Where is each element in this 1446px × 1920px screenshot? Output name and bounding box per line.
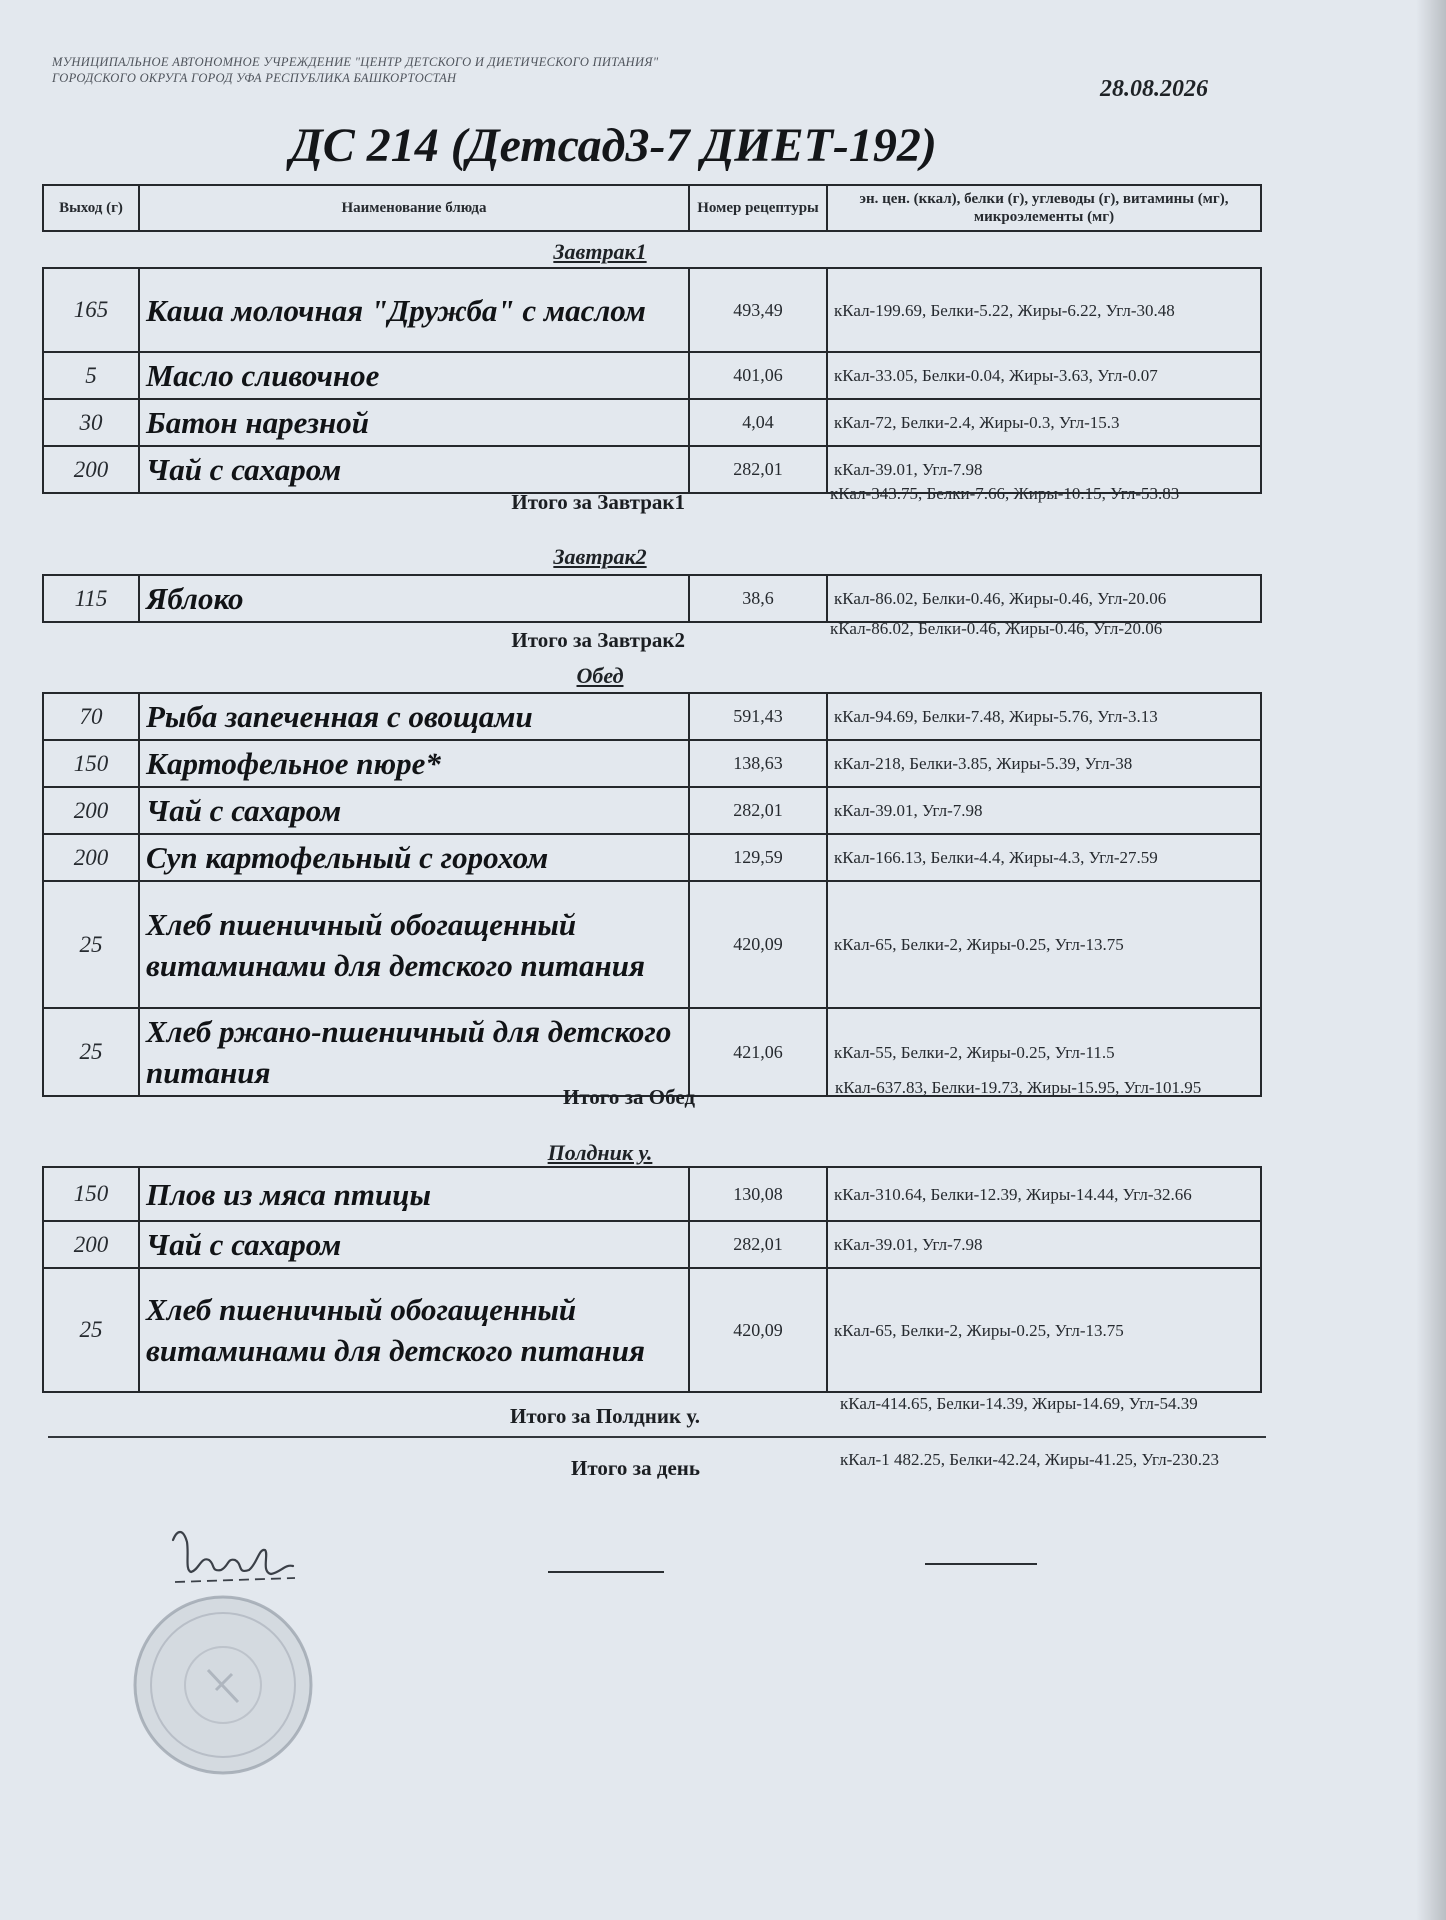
section-title-breakfast1: Завтрак1 [553,239,647,264]
table-row [43,1221,1261,1268]
table-row [43,1268,1261,1392]
table-row [43,740,1261,787]
dish-name-cell: Чай с сахаром [139,787,689,834]
signature-line-right [925,1563,1037,1565]
dish-name-cell: Каша молочная "Дружба" с маслом [139,268,689,352]
yield-cell: 115 [43,575,139,622]
dish-name-cell: Чай с сахаром [139,1221,689,1268]
recipe-number-cell: 421,06 [689,1008,827,1096]
organization-name: МУНИЦИПАЛЬНОЕ АВТОНОМНОЕ УЧРЕЖДЕНИЕ "ЦЕНТР ДЕТСКОГО И ДИЕТИЧЕСКОГО ПИТАНИЯ" ГОРОДСКОГО ОКРУГА ГОРОД УФА РЕСПУБЛИКА БАШКОРТОСТАН [52,55,659,85]
table-row [43,399,1261,446]
meal-table-lunch [42,692,1260,1097]
column-header-table [42,184,1248,232]
section-title-afternoon-snack: Полдник у. [547,1140,653,1165]
section-title-breakfast2: Завтрак2 [553,544,647,569]
recipe-number-cell: 130,08 [689,1167,827,1221]
dish-name-cell: Картофельное пюре* [139,740,689,787]
recipe-number-cell: 493,49 [689,268,827,352]
yield-cell: 30 [43,399,139,446]
nutrition-cell: кКал-65, Белки-2, Жиры-0.25, Угл-13.75 [827,881,1261,1008]
dish-name-cell: Рыба запеченная с овощами [139,693,689,740]
table-row [43,575,1261,622]
dish-name-cell: Плов из мяса птицы [139,1167,689,1221]
nutrition-cell: кКал-39.01, Угл-7.98 [827,1221,1261,1268]
total-label-afternoon-snack: Итого за Полдник у. [510,1404,700,1428]
dish-name-cell: Суп картофельный с горохом [139,834,689,881]
dish-name-cell: Яблоко [139,575,689,622]
yield-cell: 25 [43,1268,139,1392]
total-label-lunch: Итого за Обед [562,1085,695,1109]
recipe-number-cell: 282,01 [689,1221,827,1268]
recipe-number-cell: 38,6 [689,575,827,622]
column-header-row [43,185,1261,231]
recipe-number-cell: 401,06 [689,352,827,399]
yield-cell: 200 [43,787,139,834]
yield-cell: 200 [43,1221,139,1268]
dish-name-cell: Хлеб ржано-пшеничный для детского питания [139,1008,689,1096]
nutrition-cell: кКал-39.01, Угл-7.98 [827,787,1261,834]
nutrition-cell: кКал-39.01, Угл-7.98 [827,446,1261,493]
signature-line-left [548,1571,664,1573]
nutrition-cell: кКал-65, Белки-2, Жиры-0.25, Угл-13.75 [827,1268,1261,1392]
table-row [43,787,1261,834]
stamp [128,1590,318,1780]
signature [165,1520,305,1590]
nutrition-cell: кКал-166.13, Белки-4.4, Жиры-4.3, Угл-27.59 [827,834,1261,881]
table-row [43,352,1261,399]
dish-name-cell: Хлеб пшеничный обогащенный витаминами для детского питания [139,1268,689,1392]
meal-table-afternoon-snack [42,1166,1260,1393]
dish-name-cell: Чай с сахаром [139,446,689,493]
table-row [43,881,1261,1008]
recipe-number-cell: 591,43 [689,693,827,740]
meal-table-breakfast1 [42,267,1260,494]
yield-cell: 200 [43,446,139,493]
nutrition-cell: кКал-33.05, Белки-0.04, Жиры-3.63, Угл-0.07 [827,352,1261,399]
nutrition-cell: кКал-55, Белки-2, Жиры-0.25, Угл-11.5 [827,1008,1261,1096]
yield-cell: 150 [43,1167,139,1221]
table-row [43,268,1261,352]
total-label-breakfast1: Итого за Завтрак1 [511,490,685,514]
recipe-number-cell: 4,04 [689,399,827,446]
section-title-lunch: Обед [576,663,624,688]
recipe-number-cell: 420,09 [689,1268,827,1392]
recipe-number-cell: 129,59 [689,834,827,881]
total-value-breakfast2: кКал-86.02, Белки-0.46, Жиры-0.46, Угл-20.06 [830,619,1163,638]
recipe-number-cell: 282,01 [689,787,827,834]
dish-name-cell: Хлеб пшеничный обогащенный витаминами для детского питания [139,881,689,1008]
yield-cell: 165 [43,268,139,352]
column-header-dish: Наименование блюда [139,185,689,231]
total-value-lunch: кКал-637.83, Белки-19.73, Жиры-15.95, Угл-101.95 [835,1078,1202,1097]
dish-name-cell: Батон нарезной [139,399,689,446]
yield-cell: 150 [43,740,139,787]
yield-cell: 70 [43,693,139,740]
day-total-label: Итого за день [571,1456,700,1480]
page-title: ДС 214 (Детсад3-7 ДИЕТ-192) [290,119,937,172]
table-row [43,693,1261,740]
column-header-nutrition: эн. цен. (ккал), белки (г), углеводы (г), витамины (мг), микроэлементы (мг) [827,185,1261,231]
recipe-number-cell: 282,01 [689,446,827,493]
nutrition-cell: кКал-94.69, Белки-7.48, Жиры-5.76, Угл-3.13 [827,693,1261,740]
table-row [43,1167,1261,1221]
nutrition-cell: кКал-72, Белки-2.4, Жиры-0.3, Угл-15.3 [827,399,1261,446]
total-value-breakfast1: кКал-343.75, Белки-7.66, Жиры-10.15, Угл-53.83 [830,484,1180,503]
total-label-breakfast2: Итого за Завтрак2 [511,628,685,652]
meal-table-breakfast2 [42,574,1260,623]
yield-cell: 25 [43,1008,139,1096]
yield-cell: 5 [43,352,139,399]
day-total-divider [48,1436,1266,1438]
total-value-afternoon-snack: кКал-414.65, Белки-14.39, Жиры-14.69, Угл-54.39 [840,1394,1198,1413]
recipe-number-cell: 138,63 [689,740,827,787]
nutrition-cell: кКал-86.02, Белки-0.46, Жиры-0.46, Угл-20.06 [827,575,1261,622]
day-total-value: кКал-1 482.25, Белки-42.24, Жиры-41.25, Угл-230.23 [840,1450,1219,1469]
document-date: 28.08.2026 [1100,76,1208,102]
yield-cell: 25 [43,881,139,1008]
recipe-number-cell: 420,09 [689,881,827,1008]
column-header-yield: Выход (г) [43,185,139,231]
nutrition-cell: кКал-218, Белки-3.85, Жиры-5.39, Угл-38 [827,740,1261,787]
column-header-recipe: Номер рецептуры [689,185,827,231]
yield-cell: 200 [43,834,139,881]
nutrition-cell: кКал-310.64, Белки-12.39, Жиры-14.44, Угл-32.66 [827,1167,1261,1221]
dish-name-cell: Масло сливочное [139,352,689,399]
nutrition-cell: кКал-199.69, Белки-5.22, Жиры-6.22, Угл-30.48 [827,268,1261,352]
table-row [43,834,1261,881]
